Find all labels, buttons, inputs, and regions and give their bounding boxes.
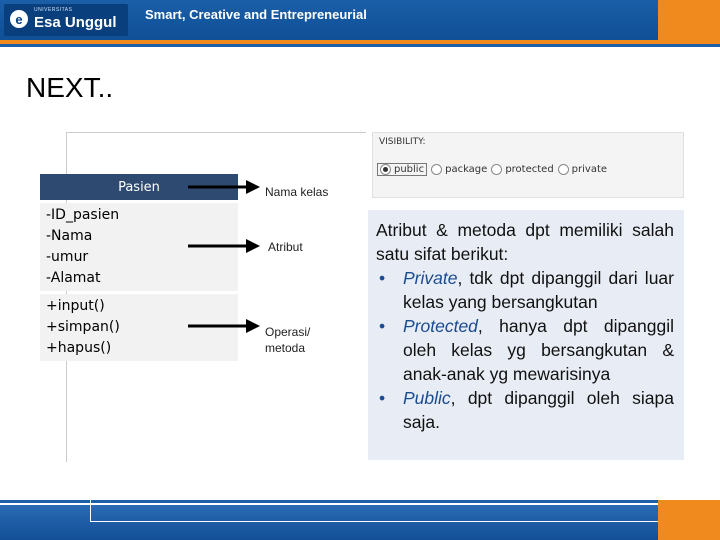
uml-attribute: -umur (46, 249, 89, 265)
keyword-private: Private (403, 268, 458, 288)
bullet-icon: • (379, 316, 386, 336)
list-item-text: , hanya dpt dipanggil oleh kelas yg bersangkutan & anak-anak yg mewarisinya (403, 316, 674, 384)
logo-subtitle: UNIVERSITAS (34, 7, 73, 13)
keyword-protected: Protected (403, 316, 478, 336)
uml-attribute: -Alamat (46, 270, 101, 286)
list-item (376, 386, 674, 434)
uml-method: +input() (46, 298, 105, 314)
radio-icon[interactable] (558, 164, 569, 175)
visibility-option-public[interactable] (377, 163, 427, 176)
footer-accent (658, 500, 720, 540)
visibility-option-label: public (394, 164, 425, 175)
visibility-options (377, 163, 607, 176)
uml-method: +hapus() (46, 340, 112, 356)
uml-attribute: -Nama (46, 228, 93, 244)
radio-selected-icon[interactable] (380, 164, 391, 175)
description-box (368, 210, 684, 460)
uml-attribute: -ID_pasien (46, 207, 120, 223)
label-class-name: Nama kelas (265, 185, 329, 199)
footer-line (0, 500, 720, 503)
visibility-option-private[interactable] (558, 164, 607, 175)
list-item (376, 314, 674, 386)
footer-rule-vertical (90, 500, 91, 522)
description-intro: Atribut & metoda dpt memiliki salah satu sifat berikut: (376, 220, 674, 264)
bullet-icon: • (379, 268, 386, 288)
logo-icon: e (10, 10, 28, 28)
slide-title: NEXT.. (26, 72, 114, 103)
header-accent (658, 0, 720, 40)
visibility-option-label: package (445, 164, 488, 175)
visibility-option-label: protected (505, 164, 554, 175)
label-operation (265, 324, 310, 356)
content-rule-horizontal (66, 132, 366, 133)
list-item (376, 266, 674, 314)
arrow-class-name (188, 177, 260, 197)
visibility-panel (372, 132, 684, 198)
radio-icon[interactable] (491, 164, 502, 175)
arrow-attribute (188, 236, 260, 256)
radio-icon[interactable] (431, 164, 442, 175)
header-divider-blue (0, 44, 720, 47)
logo-name: Esa Unggul (34, 14, 117, 31)
list-item-text: , dpt dipanggil oleh siapa saja. (403, 388, 674, 432)
uml-class-name: Pasien (40, 174, 238, 200)
header-bar (0, 0, 720, 40)
keyword-public: Public (403, 388, 451, 408)
label-attribute: Atribut (268, 240, 303, 254)
tagline: Smart, Creative and Entrepreneurial (145, 7, 367, 22)
footer-bar (0, 505, 720, 540)
visibility-title: VISIBILITY: (379, 137, 426, 147)
label-operation-line1: Operasi/ (265, 325, 311, 339)
visibility-list (376, 266, 674, 434)
list-item-text: , tdk dpt dipanggil dari luar kelas yang bersangkutan (403, 268, 674, 312)
footer-rule-horizontal (90, 521, 720, 522)
arrow-operation (188, 316, 260, 336)
uml-method: +simpan() (46, 319, 120, 335)
visibility-option-label: private (571, 164, 608, 175)
university-logo[interactable] (4, 4, 128, 36)
visibility-option-protected[interactable] (491, 164, 553, 175)
label-operation-line2: metoda (265, 341, 306, 355)
visibility-option-package[interactable] (431, 164, 487, 175)
bullet-icon: • (379, 388, 386, 408)
